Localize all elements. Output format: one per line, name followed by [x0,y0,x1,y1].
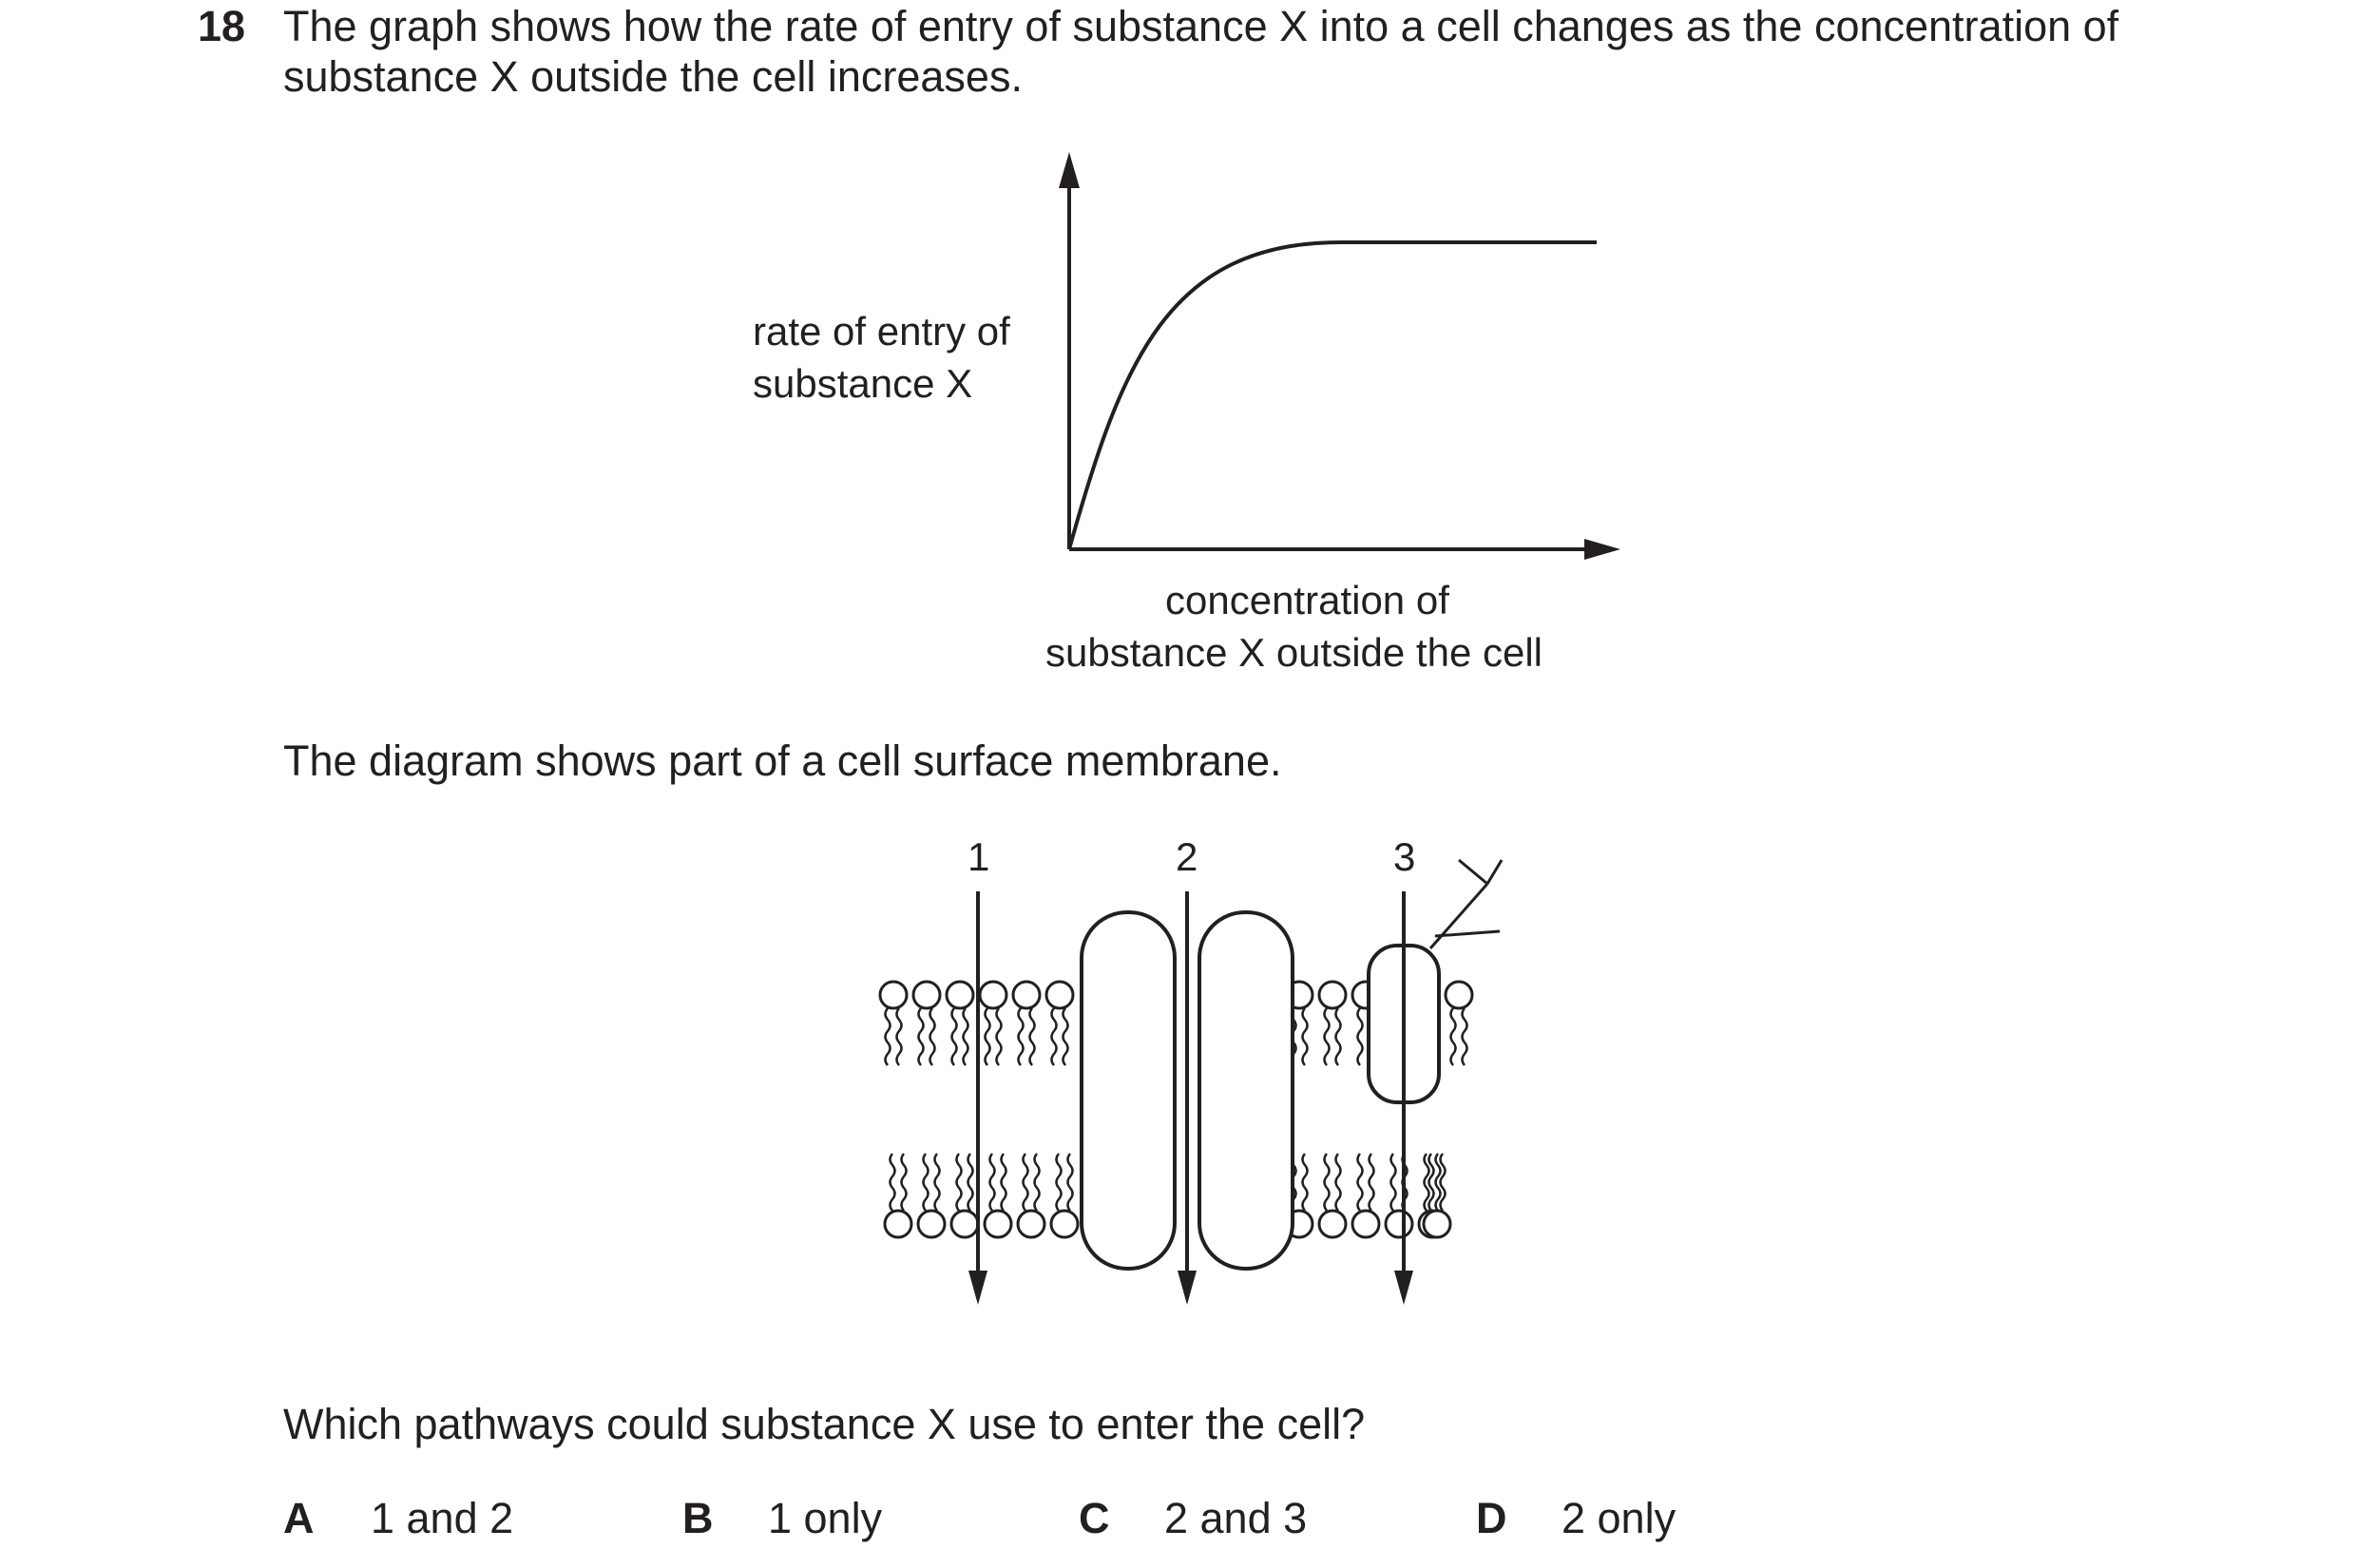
phospholipid-tail [997,1008,1002,1065]
phospholipid-tail [1024,1154,1028,1211]
phospholipid-tail [897,1008,902,1065]
channel-protein-left [1082,912,1175,1269]
pathway-label-1: 1 [968,834,990,879]
phospholipid-head [947,982,973,1008]
option-b-text[interactable]: 1 only [768,1494,883,1542]
phospholipid-tail [1336,1154,1341,1211]
phospholipid-tail [1441,1154,1446,1211]
option-c-text[interactable]: 2 and 3 [1164,1494,1308,1542]
phospholipid-tail [1425,1154,1429,1211]
y-axis-label-line-2: substance X [753,361,973,406]
phospholipid-tail [886,1008,891,1065]
phospholipid-tail [1057,1154,1062,1211]
x-axis-arrowhead [1584,539,1620,560]
phospholipid-head [1013,982,1040,1008]
phospholipid-tail [986,1008,990,1065]
phospholipid-tail [1358,1008,1363,1065]
phospholipid-tail [1002,1154,1006,1211]
phospholipid-tail [1064,1008,1068,1065]
phospholipid-tail [968,1154,973,1211]
phospholipid-head [1419,1211,1446,1237]
phospholipid-head [985,1211,1011,1237]
pathway-label-2: 2 [1176,834,1198,879]
phospholipid-tail [1030,1008,1035,1065]
option-a-text[interactable]: 1 and 2 [371,1494,514,1542]
phospholipid-tail [1303,1008,1308,1065]
phospholipid-tail [1403,1154,1408,1211]
phospholipid-head [885,1211,911,1237]
phospholipid-tail [1429,1154,1434,1211]
phospholipid-tail [990,1154,995,1211]
phospholipid-head [880,982,907,1008]
y-axis-arrowhead [1059,152,1080,188]
phospholipid-tail [1292,1008,1296,1065]
question-text-line-2: substance X outside the cell increases. [283,52,1023,101]
pathway-1-arrowhead [968,1271,987,1305]
pathway-2-arrowhead [1178,1271,1197,1305]
phospholipid-tail [957,1154,962,1211]
phospholipid-head [1352,1211,1379,1237]
diagram-intro-text: The diagram shows part of a cell surface membrane. [283,736,1282,785]
phospholipid-tail [1451,1008,1456,1065]
option-b-letter[interactable]: B [682,1494,714,1542]
y-axis-label-line-1: rate of entry of [753,309,1010,354]
option-d-letter[interactable]: D [1476,1494,1507,1542]
option-d-text[interactable]: 2 only [1562,1494,1677,1542]
phospholipid-head [951,1211,978,1237]
question-prompt: Which pathways could substance X use to enter the cell? [283,1400,1366,1448]
phospholipid-tail [1019,1008,1024,1065]
phospholipid-tail [924,1154,929,1211]
phospholipid-head [1319,982,1346,1008]
phospholipid-tail [902,1154,907,1211]
phospholipid-tail [919,1008,924,1065]
phospholipid-tail [1463,1008,1467,1065]
x-axis-label-line-2: substance X outside the cell [1045,630,1543,675]
phospholipid-head [1319,1211,1346,1237]
phospholipid-tail [1336,1008,1341,1065]
phospholipid-tail [1391,1154,1396,1211]
phospholipid-tail [1436,1154,1441,1211]
phospholipid-tail [1370,1008,1374,1065]
phospholipid-tail [1325,1154,1330,1211]
phospholipid-tail [1035,1154,1040,1211]
phospholipid-head [1386,1211,1412,1237]
phospholipid-tail [891,1154,895,1211]
phospholipid-head [1424,1211,1450,1237]
phospholipid-bilayer [880,982,1472,1237]
glycoprotein [1369,946,1439,1102]
phospholipid-head [980,982,1006,1008]
phospholipid-tail [935,1154,940,1211]
phospholipid-head [1286,982,1313,1008]
phospholipid-tail [1292,1154,1296,1211]
phospholipid-tail [930,1008,935,1065]
graph-curve [1069,242,1597,549]
phospholipid-tail [1068,1154,1073,1211]
phospholipid-tail [1303,1154,1308,1211]
phospholipid-head [1446,982,1472,1008]
phospholipid-head [1286,1211,1313,1237]
phospholipid-head [913,982,940,1008]
option-c-letter[interactable]: C [1079,1494,1110,1542]
phospholipid-head [1352,982,1379,1008]
phospholipid-head [1018,1211,1044,1237]
channel-protein-right [1199,912,1293,1269]
option-a-letter[interactable]: A [283,1494,315,1542]
pathway-label-3: 3 [1393,834,1416,879]
question-number: 18 [198,2,246,50]
phospholipid-tail [1052,1008,1057,1065]
carbohydrate-chain [1430,860,1502,948]
phospholipid-head [918,1211,945,1237]
phospholipid-head [1051,1211,1078,1237]
phospholipid-head [1046,982,1073,1008]
phospholipid-tail [1370,1154,1374,1211]
phospholipid-tail [1358,1154,1363,1211]
pathway-3-arrowhead [1394,1271,1413,1305]
phospholipid-tail [964,1008,968,1065]
phospholipid-tail [1325,1008,1330,1065]
question-text-line-1: The graph shows how the rate of entry of substance X into a cell changes as the concentration of [283,2,2119,50]
x-axis-label-line-1: concentration of [1165,578,1449,622]
phospholipid-tail [952,1008,957,1065]
